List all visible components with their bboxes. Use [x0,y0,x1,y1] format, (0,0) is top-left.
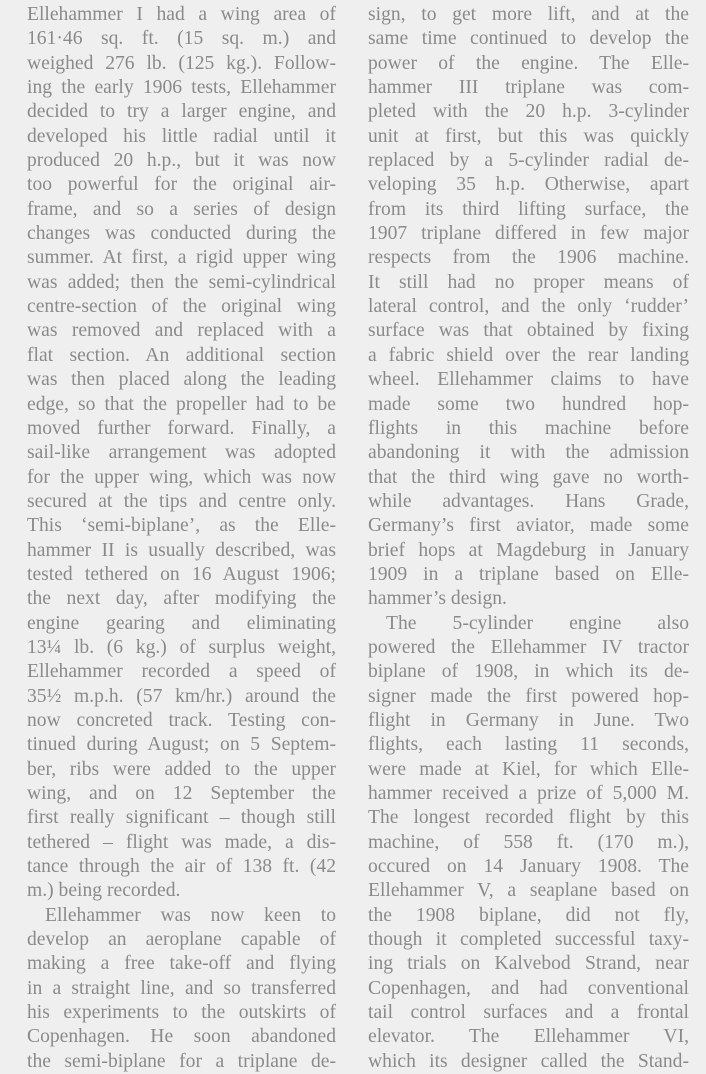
text-line: while advantages. Hans Grade, [368,490,689,512]
text-line: now concreted track. Testing con- [27,709,336,731]
text-line: his experiments to the outskirts of [27,1002,336,1024]
text-line: lateral control, and the only ‘rudder’ [368,296,689,318]
text-line: m.) being recorded. [27,880,181,902]
text-line: power of the engine. The Elle- [368,52,689,74]
text-line: flat section. An additional section [27,344,336,366]
text-line: hammer III triplane was com- [368,77,689,99]
text-line: tail control surfaces and a frontal [368,1002,689,1024]
text-line: the semi-biplane for a triplane de- [27,1050,336,1072]
text-line: first really significant – though still [27,807,336,829]
text-line: in a straight line, and so transferred [27,977,336,999]
text-line: wheel. Ellehammer claims to have [368,369,689,391]
text-line: frame, and so a series of design [27,198,336,220]
text-line: were made at Kiel, for which Elle- [368,758,689,780]
text-line: 1909 in a triplane based on Elle- [368,563,689,585]
text-line: that the third wing gave no worth- [368,466,689,488]
text-line: machine, of 558 ft. (170 m.), [368,831,689,853]
text-line: tested tethered on 16 August 1906; [27,563,336,585]
text-line: engine gearing and eliminating [27,612,336,634]
text-line: This ‘semi-biplane’, as the Elle- [27,515,336,537]
text-line: It still had no proper means of [368,271,689,293]
text-line: sign, to get more lift, and at the [368,4,689,25]
text-line: centre-section of the original wing [27,296,336,318]
text-line: sail-like arrangement was adopted [27,442,336,464]
text-line: unit at first, but this was quickly [368,125,689,147]
text-line: Ellehammer I had a wing area of [27,4,336,25]
text-line: biplane of 1908, in which its de- [368,661,689,683]
text-line: 161·46 sq. ft. (15 sq. m.) and [27,28,336,50]
text-line: from its third lifting surface, the [368,198,689,220]
text-line: flight in Germany in June. Two [368,709,689,731]
text-line: was removed and replaced with a [27,320,336,342]
text-line: Copenhagen. He soon abandoned [27,1026,336,1048]
text-line: flights, each lasting 11 seconds, [368,734,689,756]
text-line: hammer received a prize of 5,000 M. [368,783,689,804]
text-line: Germany’s first aviator, made some [368,515,689,537]
text-line: replaced by a 5-cylinder radial de- [368,150,689,172]
text-line: signer made the first powered hop- [368,685,689,707]
text-line: the 1908 biplane, did not fly, [368,904,689,926]
text-line: 35½ m.p.h. (57 km/hr.) around the [27,685,336,707]
text-line: ing the early 1906 tests, Ellehammer [27,77,336,99]
text-line: a fabric shield over the rear landing [368,344,689,366]
text-line: ber, ribs were added to the upper [27,758,336,780]
text-line: Ellehammer recorded a speed of [27,661,336,683]
text-line: decided to try a larger engine, and [27,101,336,123]
text-line: develop an aeroplane capable of [27,929,336,951]
text-line: flights in this machine before [368,417,689,439]
text-line: hammer II is usually described, was [27,539,336,561]
text-line: 13¼ lb. (6 kg.) of surplus weight, [27,636,336,658]
text-line: secured at the tips and centre only. [27,490,336,512]
text-line: changes was conducted during the [27,223,336,245]
text-line: hammer’s design. [368,588,507,610]
text-line: Ellehammer was now keen to [45,904,336,926]
text-line: Copenhagen, and had conventional [368,977,689,999]
text-line: surface was that obtained by fixing [368,320,689,342]
text-line: the next day, after modifying the [27,588,336,610]
text-line: powered the Ellehammer IV tractor [368,636,689,658]
text-line: The longest recorded flight by this [368,807,689,829]
text-line: made some two hundred hop- [368,393,689,415]
text-line: though it completed successful taxy- [368,929,689,951]
text-line: moved further forward. Finally, a [27,417,336,439]
text-line: produced 20 h.p., but it was now [27,150,336,172]
right-column [368,3,689,1074]
text-line: same time continued to develop the [368,28,689,50]
text-line: brief hops at Magdeburg in January [368,539,689,561]
left-column [27,3,336,1074]
text-line: tance through the air of 138 ft. (42 [27,856,336,878]
text-line: The 5-cylinder engine also [386,612,689,634]
text-line: pleted with the 20 h.p. 3-cylinder [368,101,689,123]
text-line: for the upper wing, which was now [27,466,336,488]
text-line: ing trials on Kalvebod Strand, near [368,953,689,975]
text-line: Ellehammer V, a seaplane based on [368,880,689,902]
text-line: respects from the 1906 machine. [368,247,689,269]
text-line: making a free take-off and flying [27,953,336,975]
text-line: abandoning it with the admission [368,442,689,464]
text-line: was then placed along the leading [27,369,336,391]
text-line: developed his little radial until it [27,125,336,147]
text-line: tinued during August; on 5 Septem- [27,734,336,756]
text-line: which its designer called the Stand- [368,1050,689,1072]
text-line: weighed 276 lb. (125 kg.). Follow- [27,52,336,74]
text-line: edge, so that the propeller had to be [27,393,336,415]
text-line: was added; then the semi-cylindrical [27,271,336,293]
text-line: tethered – flight was made, a dis- [27,831,336,853]
text-line: summer. At first, a rigid upper wing [27,247,336,269]
text-line: 1907 triplane differed in few major [368,223,689,245]
text-line: occured on 14 January 1908. The [368,856,689,878]
text-line: elevator. The Ellehammer VI, [368,1026,689,1048]
text-line: veloping 35 h.p. Otherwise, apart [368,174,689,196]
text-line: wing, and on 12 September the [27,783,336,804]
text-line: too powerful for the original air- [27,174,336,196]
